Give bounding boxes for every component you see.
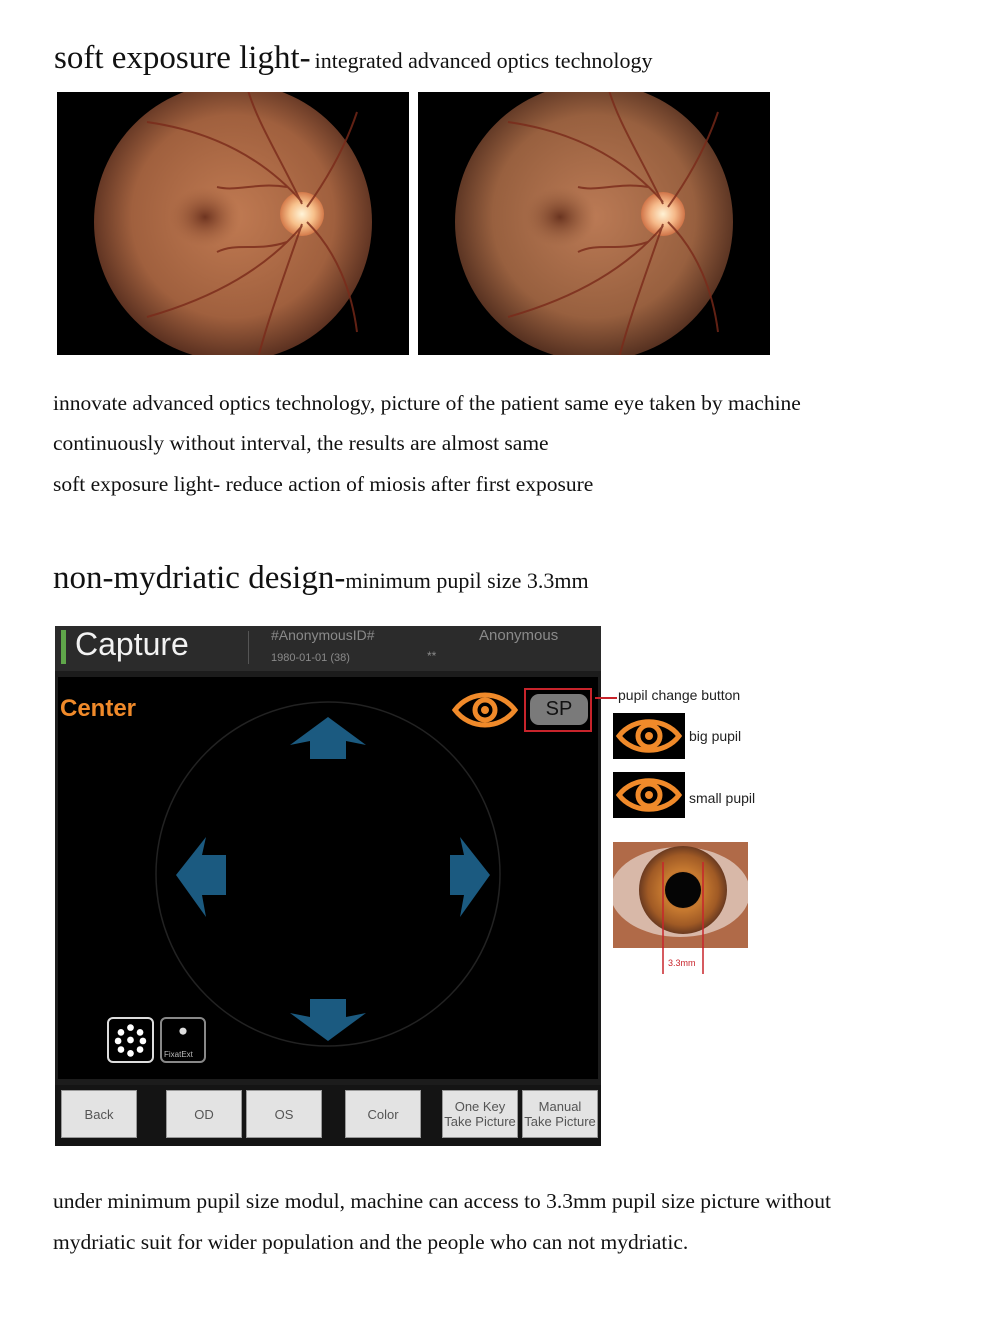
fixation-dot-icon [162, 1019, 204, 1049]
section2-title: non-mydriatic design- [53, 560, 346, 596]
capture-screen [55, 626, 601, 1146]
section2-paragraph-2: mydriatic suit for wider population and the people who can not mydriatic. [53, 1230, 689, 1254]
manual-take-picture-button[interactable] [522, 1090, 598, 1138]
section1-paragraph-2: continuously without interval, the results are almost same [53, 431, 549, 455]
section1-paragraph-1: innovate advanced optics technology, picture of the patient same eye taken by machine [53, 391, 801, 415]
small-pupil-icon-box [613, 772, 685, 818]
header-divider [248, 631, 249, 664]
color-button[interactable]: Color [345, 1090, 421, 1138]
one-key-label-line2: Take Picture [444, 1114, 516, 1129]
capture-button-bar [55, 1085, 601, 1146]
measure-label: 3.3mm [668, 958, 696, 968]
arrow-right-icon[interactable] [450, 837, 490, 917]
capture-viewport [58, 677, 598, 1079]
eye-icon[interactable] [455, 695, 515, 725]
arrow-up-icon[interactable] [290, 717, 366, 759]
patient-name: Anonymous [479, 627, 559, 644]
fixation-button[interactable] [160, 1017, 206, 1063]
iris-photo [613, 842, 748, 948]
arrow-down-icon[interactable] [290, 999, 366, 1041]
section2-paragraph-1: under minimum pupil size modul, machine can access to 3.3mm pupil size picture without [53, 1189, 832, 1213]
fundus-image-left [57, 92, 409, 355]
big-pupil-label: big pupil [689, 728, 742, 744]
section1-title: soft exposure light- [54, 40, 311, 76]
eye-icon [613, 772, 685, 818]
os-button[interactable]: OS [246, 1090, 322, 1138]
capture-mode-label: Center [60, 695, 137, 722]
pupil-change-callout: pupil change button [618, 687, 741, 703]
od-button[interactable]: OD [166, 1090, 242, 1138]
patient-stars: ** [427, 649, 437, 663]
section2-heading [53, 560, 589, 597]
section2-subtitle: minimum pupil size 3.3mm [345, 568, 589, 593]
grid-dots-icon[interactable] [107, 1017, 154, 1063]
manual-label-line1: Manual [538, 1099, 582, 1114]
patient-id: #AnonymousID# [271, 627, 375, 643]
section1-heading [54, 40, 652, 77]
fixation-label: FixatExt [164, 1050, 193, 1059]
arrow-left-icon[interactable] [176, 837, 226, 917]
fundus-image-right [418, 92, 770, 355]
manual-label-line2: Take Picture [524, 1114, 596, 1129]
section1-subtitle: integrated advanced optics technology [314, 48, 653, 73]
capture-title: Capture [75, 626, 189, 662]
patient-dob: 1980-01-01 (38) [271, 652, 350, 664]
eye-icon [613, 713, 685, 759]
status-bar-indicator [61, 630, 66, 664]
one-key-label-line1: One Key [454, 1099, 506, 1114]
section1-paragraph-3: soft exposure light- reduce action of miosis after first exposure [53, 472, 594, 496]
capture-header [55, 626, 601, 671]
one-key-take-picture-button[interactable] [442, 1090, 518, 1138]
back-button[interactable]: Back [61, 1090, 137, 1138]
sp-button[interactable]: SP [530, 694, 588, 725]
big-pupil-icon-box [613, 713, 685, 759]
small-pupil-label: small pupil [689, 790, 756, 806]
